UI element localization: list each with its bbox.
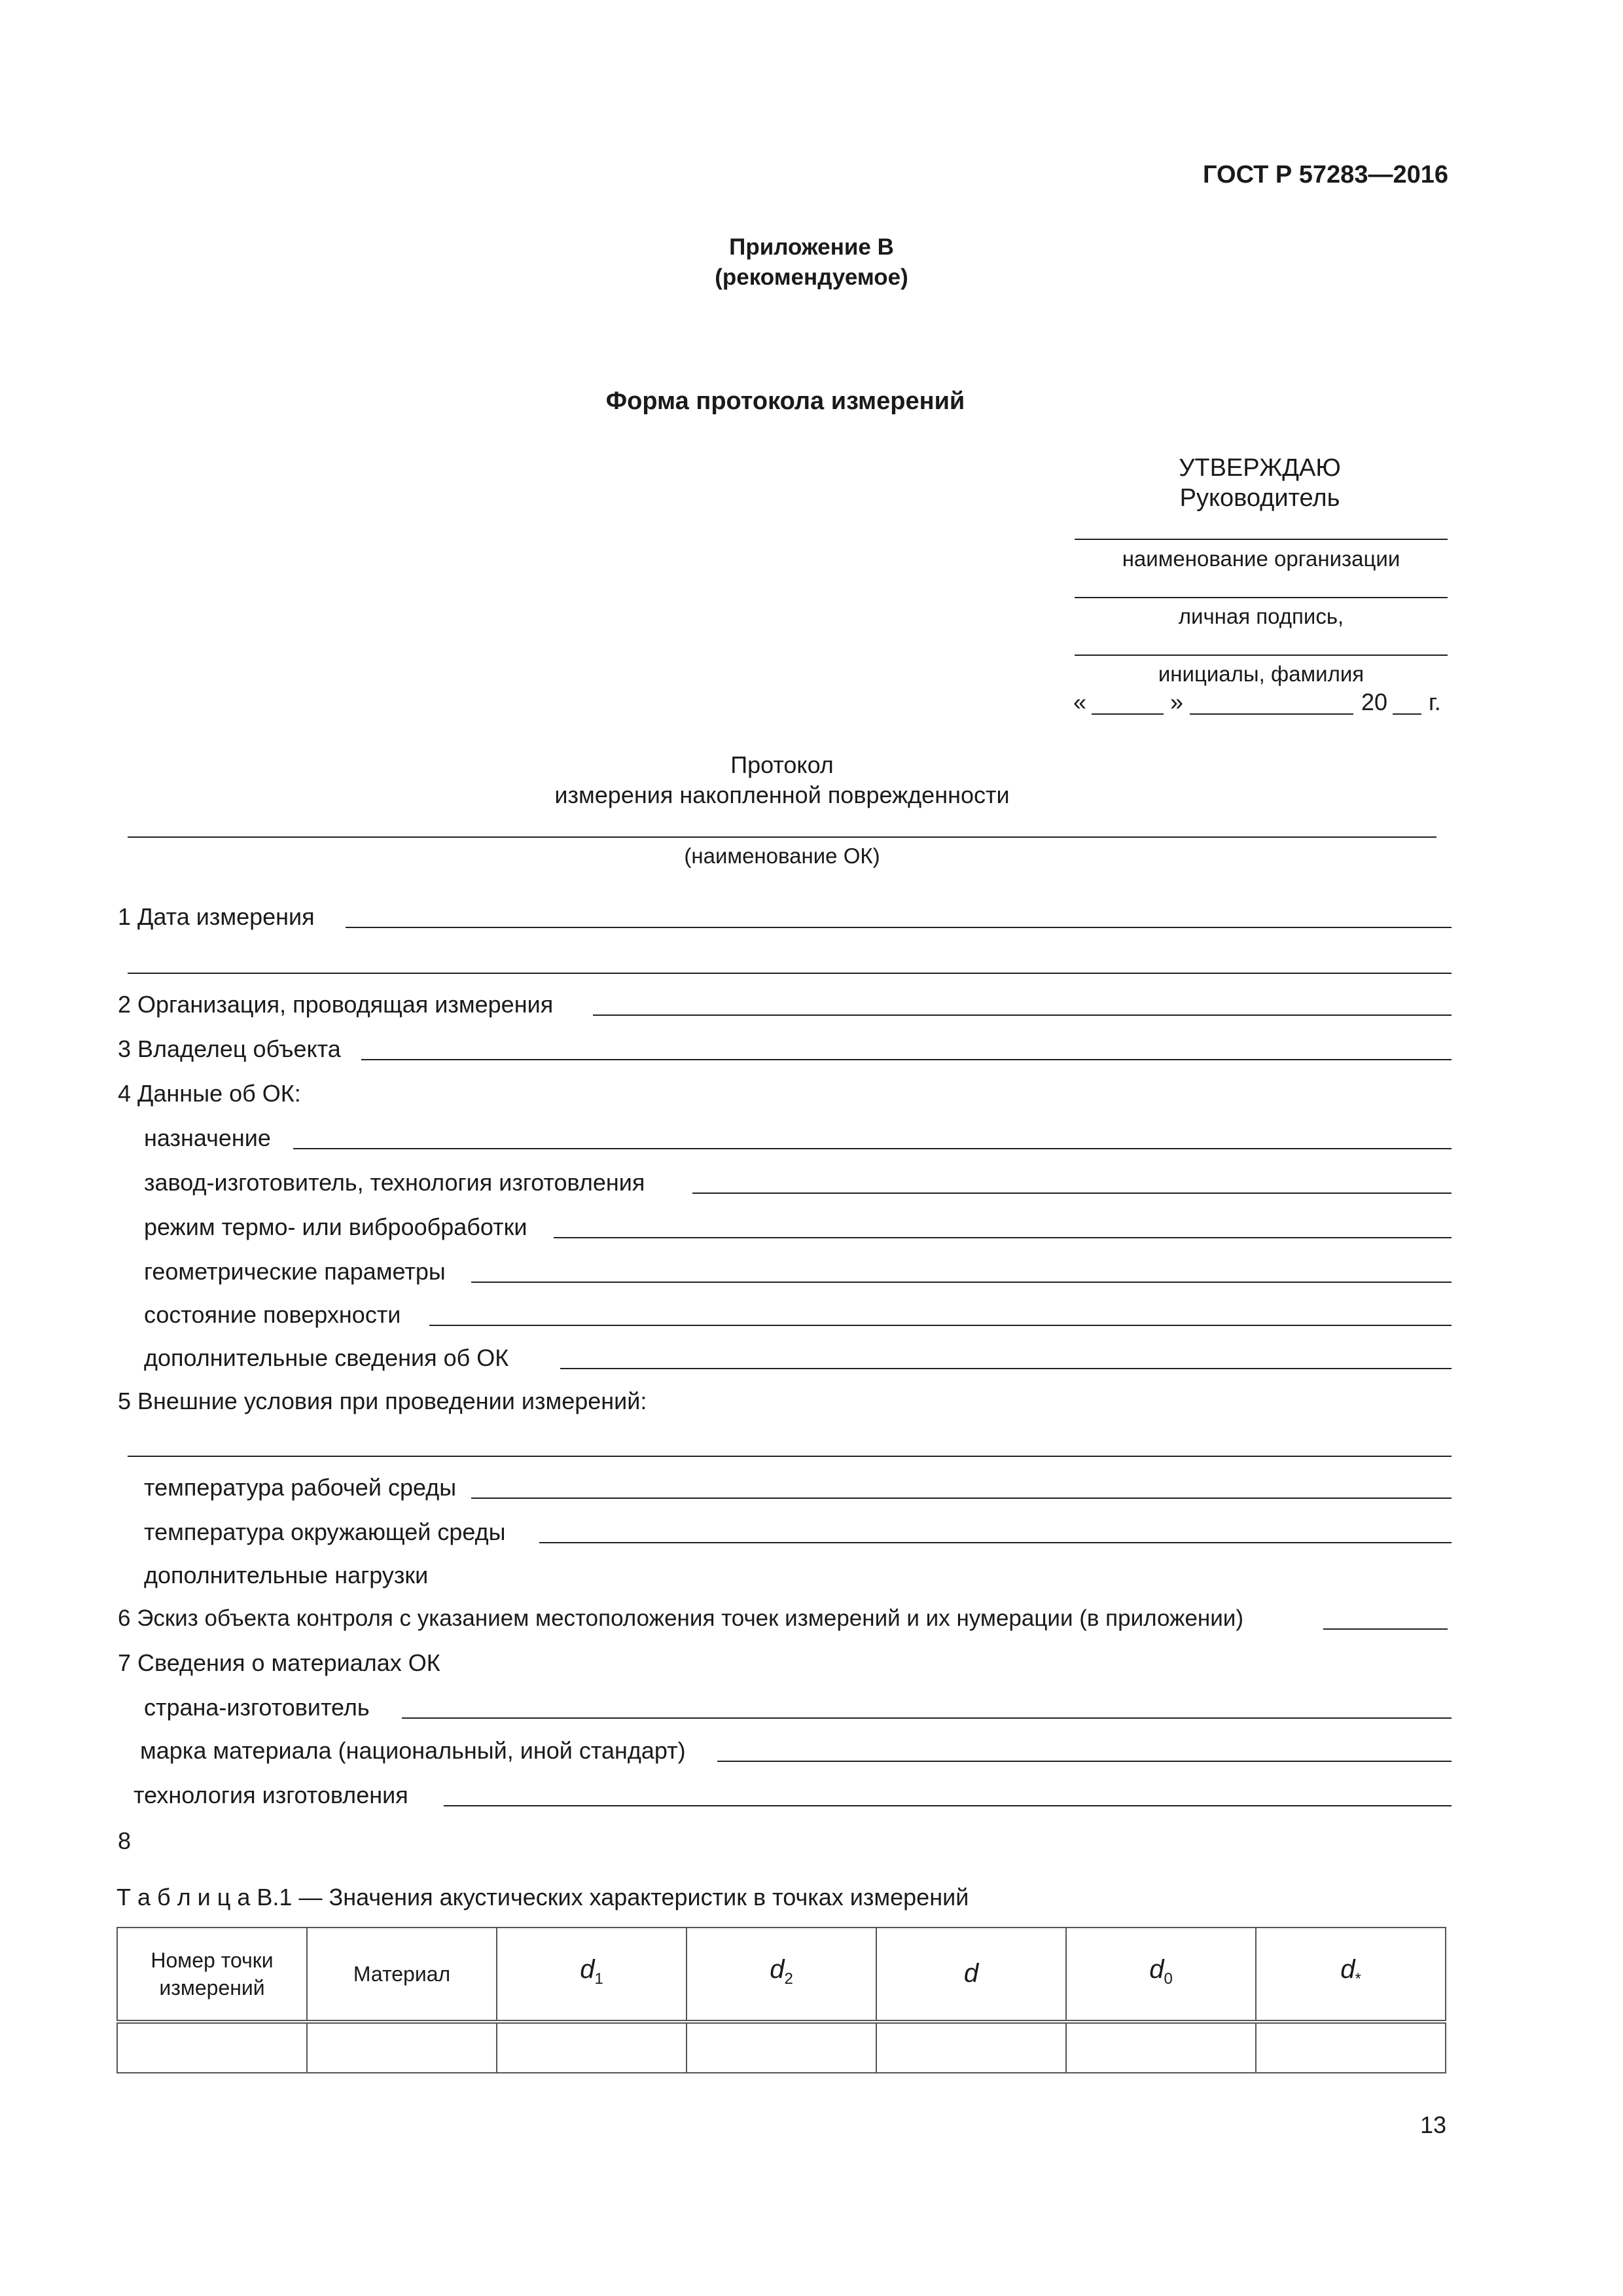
field-measurement-date [0, 902, 1623, 935]
date-year-prefix: 20 [1361, 689, 1388, 715]
field-label: 3 Владелец объекта [118, 1035, 341, 1062]
table-cell[interactable] [1256, 2022, 1446, 2073]
field-label: завод-изготовитель, технология изготовления [144, 1169, 645, 1196]
field-input-line[interactable] [1323, 1628, 1448, 1630]
date-year-suffix: г. [1429, 689, 1441, 715]
field-label: температура рабочей среды [144, 1474, 457, 1501]
date-month-line[interactable] [1190, 713, 1353, 715]
field-input-line[interactable] [402, 1717, 1452, 1719]
col-d1-sub: 1 [594, 1969, 603, 1988]
field-label: дополнительные сведения об ОК [144, 1344, 509, 1371]
field-work-temperature [0, 1473, 1623, 1505]
field-input-line[interactable] [346, 927, 1452, 928]
field-sketch [0, 1604, 1623, 1636]
signature-line[interactable] [1075, 597, 1448, 598]
field-treatment [0, 1212, 1623, 1245]
annex-title: Приложение В [729, 234, 894, 260]
field-surface [0, 1300, 1623, 1333]
table-caption-number: В.1 [257, 1884, 293, 1910]
date-day-line[interactable] [1092, 713, 1164, 715]
field-country [0, 1693, 1623, 1725]
field-input-line[interactable] [444, 1805, 1452, 1806]
approval-title: УТВЕРЖДАЮ [1179, 454, 1341, 482]
section-label: 5 Внешние условия при проведении измерений: [118, 1388, 647, 1414]
field-geometry [0, 1257, 1623, 1289]
col-d-base: d [963, 1959, 979, 1988]
object-name-caption: (наименование ОК) [684, 844, 880, 868]
field-label: 6 Эскиз объекта контроля с указанием местоположения точек измерений и их нумерации (в приложении) [118, 1605, 1244, 1631]
form-heading: Форма протокола измерений [605, 387, 965, 415]
col-dstar [1256, 1928, 1446, 2022]
field-label: режим термо- или виброобработки [144, 1213, 527, 1240]
field-technology [0, 1780, 1623, 1813]
col-d0 [1066, 1928, 1256, 2022]
field-input-line[interactable] [471, 1282, 1452, 1283]
field-label: марка материала (национальный, иной стандарт) [140, 1737, 686, 1764]
protocol-subtitle: измерения накопленной поврежденности [554, 781, 1010, 808]
col-d2-sub: 2 [784, 1969, 793, 1988]
measurements-table [116, 1927, 1446, 2073]
field-label: геометрические параметры [144, 1258, 446, 1285]
date-year-line[interactable] [1393, 713, 1421, 715]
table-cell[interactable] [117, 2022, 307, 2073]
field-label: страна-изготовитель [144, 1694, 370, 1721]
field-label: 2 Организация, проводящая измерения [118, 991, 554, 1018]
col-dstar-base: d [1340, 1954, 1355, 1984]
field-input-line[interactable] [471, 1498, 1452, 1499]
field-input-line[interactable] [539, 1542, 1452, 1543]
date-open-quote: « [1073, 689, 1087, 715]
extra-blank-line[interactable] [128, 1456, 1452, 1457]
col-d1 [497, 1928, 687, 2022]
table-caption [116, 1884, 969, 1911]
col-point-number-line2: измерений [159, 1976, 265, 2000]
table-caption-text: — Значения акустических характеристик в точках измерений [298, 1884, 969, 1910]
field-input-line[interactable] [429, 1325, 1452, 1326]
section-external-conditions [0, 1386, 1623, 1419]
col-d2-base: d [770, 1954, 785, 1984]
field-input-line[interactable] [593, 1014, 1452, 1016]
field-input-line[interactable] [361, 1059, 1452, 1060]
table-header-row [117, 1928, 1446, 2022]
field-ambient-temperature [0, 1517, 1623, 1550]
field-input-line[interactable] [293, 1148, 1452, 1149]
table-caption-prefix: Т а б л и ц а [116, 1884, 251, 1910]
org-name-caption: наименование организации [1122, 547, 1400, 571]
page-number: 13 [1419, 2111, 1446, 2138]
col-point-number-line1: Номер точки [151, 1948, 274, 1972]
col-d0-sub: 0 [1164, 1969, 1173, 1988]
field-organization [0, 990, 1623, 1022]
col-d1-base: d [580, 1954, 595, 1984]
table-cell[interactable] [497, 2022, 687, 2073]
approval-role: Руководитель [1179, 484, 1340, 512]
field-label: 1 Дата измерения [118, 903, 315, 930]
item-8: 8 [118, 1827, 132, 1854]
org-name-line[interactable] [1075, 539, 1448, 540]
document-code: ГОСТ Р 57283—2016 [1203, 161, 1448, 188]
field-additional-loads [0, 1560, 1623, 1593]
section-label: 7 Сведения о материалах ОК [118, 1649, 440, 1676]
field-label: состояние поверхности [144, 1301, 401, 1328]
field-manufacturer [0, 1168, 1623, 1200]
table-cell[interactable] [876, 2022, 1066, 2073]
table-cell[interactable] [687, 2022, 876, 2073]
col-material: Материал [307, 1928, 497, 2022]
section-object-data [0, 1079, 1623, 1111]
field-label: дополнительные нагрузки [144, 1562, 429, 1588]
field-material-grade [0, 1736, 1623, 1768]
name-line[interactable] [1075, 655, 1448, 656]
field-input-line[interactable] [560, 1368, 1452, 1369]
col-d0-base: d [1149, 1954, 1164, 1984]
signature-caption: личная подпись, [1178, 604, 1344, 628]
field-label: назначение [144, 1124, 271, 1151]
date-close-quote: » [1170, 689, 1184, 715]
extra-blank-line[interactable] [128, 973, 1452, 974]
annex-subtitle: (рекомендуемое) [715, 264, 908, 290]
table-row [117, 2022, 1446, 2073]
field-label: температура окружающей среды [144, 1518, 506, 1545]
col-d [876, 1928, 1066, 2022]
field-owner [0, 1034, 1623, 1067]
field-additional-info [0, 1343, 1623, 1376]
table-cell[interactable] [1066, 2022, 1256, 2073]
field-input-line[interactable] [692, 1193, 1452, 1194]
col-point-number [117, 1928, 307, 2022]
field-input-line[interactable] [554, 1237, 1452, 1238]
field-input-line[interactable] [717, 1761, 1452, 1762]
object-name-line[interactable] [128, 836, 1436, 838]
name-caption: инициалы, фамилия [1158, 662, 1364, 686]
protocol-title: Протокол [730, 751, 834, 778]
field-label: технология изготовления [134, 1782, 408, 1808]
section-label: 4 Данные об ОК: [118, 1080, 301, 1107]
section-materials [0, 1648, 1623, 1681]
col-d2 [687, 1928, 876, 2022]
table-cell[interactable] [307, 2022, 497, 2073]
col-dstar-sub: * [1355, 1969, 1361, 1988]
field-purpose [0, 1123, 1623, 1156]
